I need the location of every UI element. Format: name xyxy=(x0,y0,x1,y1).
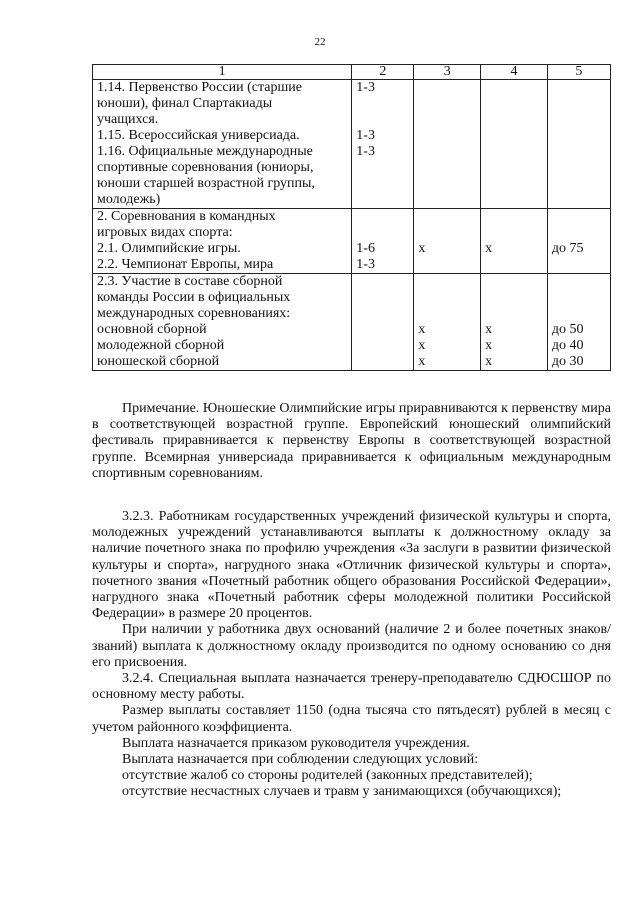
column-header: 3 xyxy=(414,65,481,80)
document-body xyxy=(92,509,611,801)
cell-line: международных соревнованиях: xyxy=(97,306,291,321)
cell-line xyxy=(552,225,606,241)
cell-line: 1.14. Первенство России (старшие xyxy=(97,80,302,95)
cell-line xyxy=(485,290,543,306)
column-header: 4 xyxy=(481,65,548,80)
cell-line xyxy=(418,290,476,306)
cell-line: 1-3 xyxy=(356,257,375,272)
cell-line xyxy=(485,274,543,290)
table-row xyxy=(93,274,611,371)
cell-line: 2.3. Участие в составе сборной xyxy=(97,274,283,289)
paragraph-two-grounds: При наличии у работника двух оснований (наличие 2 и более почетных знаков/званий) выплата к должностному окладу производится по одному основанию со дня его присвоения. xyxy=(92,622,611,670)
cell-line: до 75 xyxy=(551,241,584,256)
condition-item: отсутствие жалоб со стороны родителей (законных представителей); xyxy=(122,768,533,784)
paragraph-3-2-3: 3.2.3. Работникам государственных учреждений физической культуры и спорта, молодежных учреждений устанавливаются выплаты к должностному окладу за наличие почетного знака по профилю учреждения «За заслуги в развитии физической культуры и спорта», нагрудного знака «Отличник физической культуры и спорта», почетного звания «Почетный работник общего образования Российской Федерации», нагрудного знака «Почетный работник сферы молодежной политики Российской Федерации» в размере 20 процентов. xyxy=(92,509,611,622)
cell-line xyxy=(418,257,476,273)
cell-line xyxy=(552,274,606,290)
table-cell xyxy=(547,274,610,371)
cell-line: молодежной сборной xyxy=(97,338,225,353)
cell-line: х xyxy=(485,241,493,256)
cell-line xyxy=(418,274,476,290)
cell-line xyxy=(356,96,409,112)
table-cell xyxy=(352,274,414,371)
cell-line: основной сборной xyxy=(97,322,207,337)
cell-line xyxy=(418,306,476,322)
cell-line: 2.2. Чемпионат Европы, мира xyxy=(97,257,274,272)
cell-line: 1.16. Официальные международные xyxy=(97,144,313,159)
cell-line: 1.15. Всероссийская универсиада. xyxy=(97,128,300,143)
table-cell xyxy=(547,209,610,274)
cell-line: юноши старшей возрастной группы, xyxy=(97,176,315,191)
cell-line: 1-3 xyxy=(356,80,375,95)
cell-line xyxy=(356,192,409,208)
column-header: 2 xyxy=(352,65,414,80)
cell-line: молодежь) xyxy=(97,192,161,207)
paragraph-payment-order: Выплата назначается приказом руководителя учреждения. xyxy=(122,735,470,751)
paragraph-3-2-4: 3.2.4. Специальная выплата назначается тренеру-преподавателю СДЮСШОР по основному месту работы. xyxy=(92,671,611,703)
cell-line xyxy=(356,160,409,176)
table-cell xyxy=(547,80,610,209)
cell-line: 1-3 xyxy=(356,144,375,159)
cell-line: учащихся. xyxy=(97,112,159,127)
cell-line: 1-6 xyxy=(356,241,375,256)
paragraph-payment-amount: Размер выплаты составляет 1150 (одна тысяча сто пятьдесят) рублей в месяц с учетом районного коэффициента. xyxy=(92,703,611,735)
table-header-row xyxy=(93,65,611,80)
cell-line: 2.1. Олимпийские игры. xyxy=(97,241,241,256)
column-header: 1 xyxy=(93,65,352,80)
cell-line xyxy=(485,209,543,225)
cell-line: спортивные соревнования (юниоры, xyxy=(97,160,314,175)
table-cell xyxy=(352,209,414,274)
cell-line xyxy=(552,290,606,306)
awards-table xyxy=(92,64,611,371)
cell-line: 2. Соревнования в командных xyxy=(97,209,276,224)
cell-line xyxy=(418,225,476,241)
cell-line xyxy=(552,306,606,322)
table-cell xyxy=(352,80,414,209)
cell-line: юношеской сборной xyxy=(97,354,220,369)
condition-item: отсутствие несчастных случаев и травм у занимающихся (обучающихся); xyxy=(122,784,562,800)
table-cell xyxy=(481,209,548,274)
table-cell xyxy=(414,274,481,371)
cell-line xyxy=(552,257,606,273)
cell-line xyxy=(356,209,409,225)
table-cell xyxy=(481,274,548,371)
paragraph-conditions: Выплата назначается при соблюдении следующих условий: xyxy=(122,752,479,768)
cell-line: команды России в официальных xyxy=(97,290,291,305)
cell-line: х xyxy=(418,322,426,337)
awards-table-body xyxy=(93,65,611,371)
cell-line xyxy=(485,257,543,273)
cell-line: х xyxy=(418,354,426,369)
table-note xyxy=(92,401,611,482)
cell-line: юноши), финал Спартакиады xyxy=(97,96,273,111)
page-number: 22 xyxy=(314,36,326,48)
cell-line: до 30 xyxy=(551,354,584,369)
cell-line: х xyxy=(485,322,493,337)
cell-line xyxy=(485,306,543,322)
table-cell xyxy=(93,80,352,209)
cell-line: х xyxy=(485,338,493,353)
cell-line: х xyxy=(418,241,426,256)
column-header: 5 xyxy=(547,65,610,80)
table-cell xyxy=(481,80,548,209)
cell-line xyxy=(418,209,476,225)
cell-line: до 40 xyxy=(551,338,584,353)
table-cell xyxy=(414,209,481,274)
note-paragraph: Примечание. Юношеские Олимпийские игры приравниваются к первенству мира в соответствующей возрастной группе. Европейский юношеский олимпийский фестиваль приравнивается к первенству Европы в соответствующей возрастной группе. Всемирная универсиада приравнивается к официальным международным спортивным соревнованиям. xyxy=(92,401,611,481)
cell-line xyxy=(356,225,409,241)
cell-line: х xyxy=(485,354,493,369)
cell-line: игровых видах спорта: xyxy=(97,225,233,240)
cell-line xyxy=(356,176,409,192)
cell-line xyxy=(552,209,606,225)
table-cell xyxy=(414,80,481,209)
table-cell xyxy=(93,274,352,371)
table-cell xyxy=(93,209,352,274)
cell-line: до 50 xyxy=(551,322,584,337)
table-row xyxy=(93,209,611,274)
cell-line: х xyxy=(418,338,426,353)
cell-line: 1-3 xyxy=(356,128,375,143)
table-row xyxy=(93,80,611,209)
cell-line xyxy=(485,225,543,241)
cell-line xyxy=(356,112,409,128)
